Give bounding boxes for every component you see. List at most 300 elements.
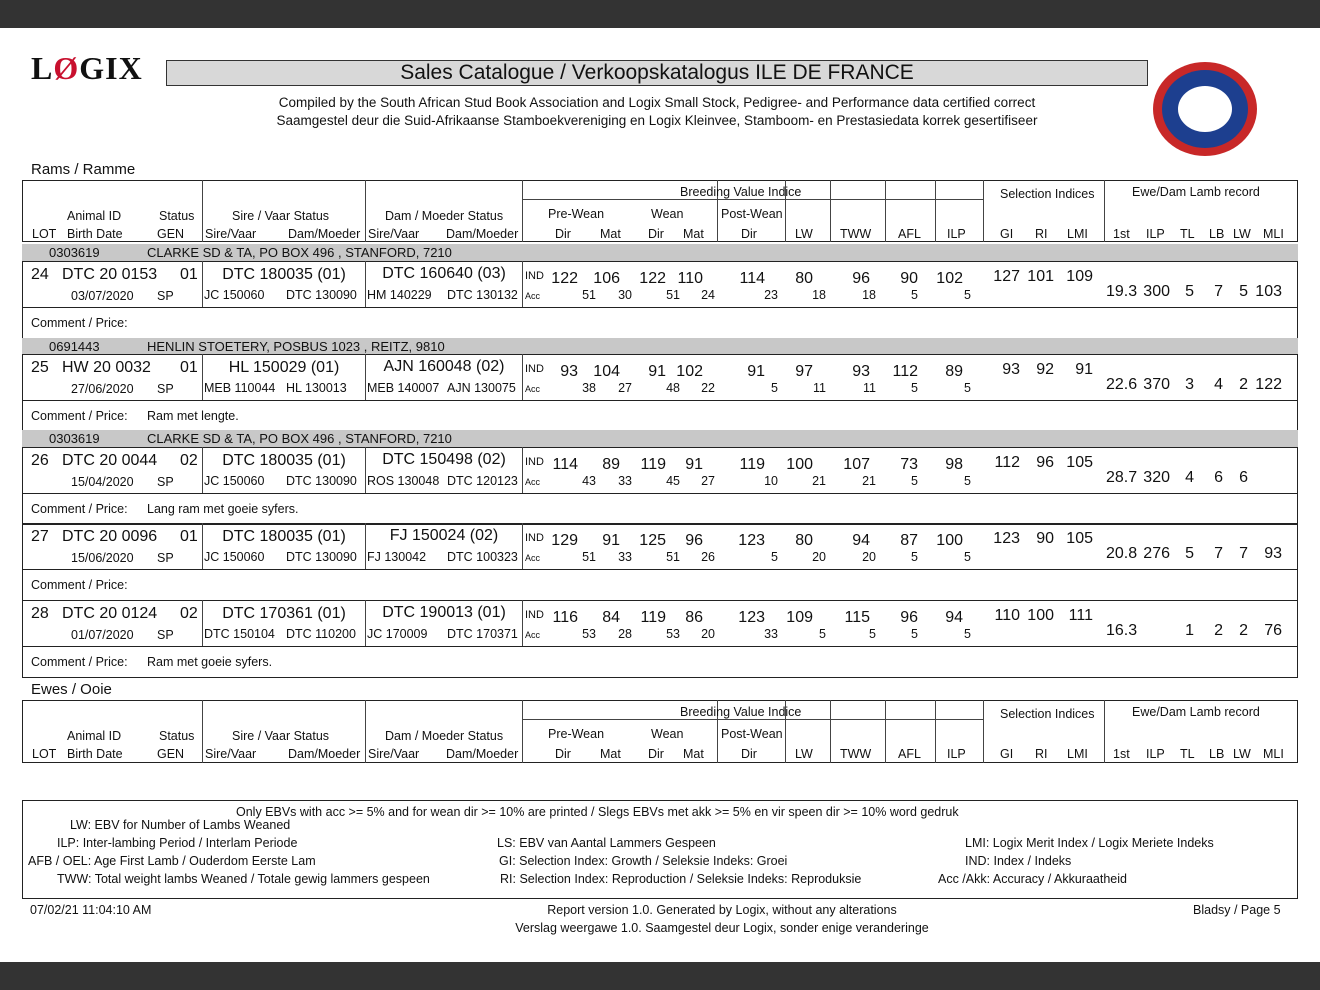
header-label-animal-id: Animal ID <box>67 209 122 223</box>
bottom-bar <box>0 962 1320 990</box>
header-label-dir: Dir <box>741 227 757 241</box>
footer-page: Bladsy / Page 5 <box>1193 903 1281 917</box>
ebv-post-acc: 5 <box>771 381 778 395</box>
ebv-tww-acc: 21 <box>862 474 876 488</box>
header-label-dir: Dir <box>648 747 664 761</box>
sire-sire: JC 150060 <box>204 474 265 488</box>
header-label-birth-date: Birth Date <box>67 227 123 241</box>
index-ri: 92 <box>1036 361 1054 378</box>
comment-row <box>22 569 1298 601</box>
column-divider <box>202 180 203 242</box>
dam-sire: MEB 140007 <box>367 381 440 395</box>
legend-ilp: ILP: Inter-lambing Period / Interlam Periode <box>57 836 298 850</box>
breeder-name: CLARKE SD & TA, PO BOX 496 , STANFORD, 7210 <box>147 431 452 446</box>
header-label-mat: Mat <box>683 747 704 761</box>
gen: SP <box>157 382 174 396</box>
ebv-post: 91 <box>747 363 765 380</box>
birth-date: 15/06/2020 <box>71 551 134 565</box>
ebv-pw-mat: 89 <box>602 456 620 473</box>
ebv-w-dir-acc: 48 <box>666 381 680 395</box>
header-label-dir: Dir <box>741 747 757 761</box>
ebv-w-mat-acc: 22 <box>701 381 715 395</box>
ewe-first: 28.7 <box>1106 469 1138 486</box>
ebv-w-mat: 96 <box>685 532 703 549</box>
legend-note: Only EBVs with acc >= 5% and for wean dir >= 10% are printed / Slegs EBVs met akk >= 5% en vir speen dir >= 10% word gedruk <box>236 805 959 819</box>
header-label-sire-vaar: Sire/Vaar <box>205 747 257 761</box>
gen: SP <box>157 551 174 565</box>
comment-text: Ram met lengte. <box>147 409 239 423</box>
animal-status: 01 <box>180 528 198 545</box>
header-label-lb: LB <box>1209 227 1225 241</box>
subtitle-af: Saamgestel deur die Suid-Afrikaanse Stamboekvereniging en Logix Kleinvee, Stamboom- en Prestasiedata korrek gesertifiseer <box>276 113 1038 128</box>
header-label-wean: Wean <box>651 207 684 221</box>
animal-status: 02 <box>180 605 198 622</box>
header-label-group-bv: Breeding Value Indice <box>680 705 802 719</box>
header-label-sire-vaar: Sire/Vaar <box>368 227 420 241</box>
ewe-ilp: 320 <box>1143 469 1170 486</box>
legend-acc: Acc /Akk: Accuracy / Akkuraatheid <box>938 872 1127 886</box>
ewe-lw: 2 <box>1239 622 1248 639</box>
ebv-tww-acc: 18 <box>862 288 876 302</box>
header-label-group-ewe: Ewe/Dam Lamb record <box>1132 705 1260 719</box>
header-label-lb: LB <box>1209 747 1225 761</box>
column-divider <box>522 700 523 763</box>
header-label-prewean: Pre-Wean <box>548 727 605 741</box>
ebv-lw: 100 <box>786 456 813 473</box>
ebv-afl-acc: 5 <box>911 474 918 488</box>
ebv-lw: 109 <box>786 609 813 626</box>
birth-date: 01/07/2020 <box>71 628 134 642</box>
header-label-gen: GEN <box>157 227 185 241</box>
ebv-ilp: 94 <box>945 609 963 626</box>
acc-label: Acc <box>525 291 541 301</box>
header-label-tl: TL <box>1180 227 1195 241</box>
header-label-afl: AFL <box>898 227 921 241</box>
ind-label: IND <box>525 532 544 544</box>
ebv-tww: 94 <box>852 532 870 549</box>
index-ri: 100 <box>1027 607 1054 624</box>
header-label-lw: LW <box>795 227 813 241</box>
legend-gi: GI: Selection Index: Growth / Seleksie Indeks: Groei <box>499 854 788 868</box>
header-label-lot: LOT <box>32 747 57 761</box>
ebv-pw-dir: 114 <box>552 456 578 473</box>
index-lmi: 105 <box>1066 454 1093 471</box>
header-label-sire-status: Sire / Vaar Status <box>232 209 330 223</box>
dam-dam: DTC 170371 <box>447 627 518 641</box>
ebv-pw-dir-acc: 51 <box>582 550 596 564</box>
ewe-ilp: 276 <box>1143 545 1170 562</box>
header-label-birth-date: Birth Date <box>67 747 123 761</box>
ebv-pw-dir-acc: 38 <box>582 381 596 395</box>
ebv-post-acc: 23 <box>764 288 778 302</box>
dam-sire: HM 140229 <box>367 288 432 302</box>
ebv-ilp-acc: 5 <box>964 288 971 302</box>
ewe-tl: 3 <box>1185 376 1194 393</box>
comment-label: Comment / Price: <box>31 409 128 423</box>
header-label-gi: GI <box>1000 227 1014 241</box>
sire-dam: DTC 130090 <box>286 288 357 302</box>
header-label-first: 1st <box>1113 747 1130 761</box>
page-title: Sales Catalogue / Verkoopskatalogus ILE DE FRANCE <box>166 60 1148 86</box>
ebv-lw: 97 <box>795 363 813 380</box>
ebv-tww-acc: 20 <box>862 550 876 564</box>
section-rams: Rams / Ramme <box>31 161 136 178</box>
lot-number: 26 <box>31 452 49 469</box>
sire-sire: JC 150060 <box>204 288 265 302</box>
header-label-postwean: Post-Wean <box>721 727 783 741</box>
ebv-post: 114 <box>739 270 765 287</box>
ewe-lw: 2 <box>1239 376 1248 393</box>
header-label-group-bv: Breeding Value Indice <box>680 185 802 199</box>
header-label-ri: RI <box>1035 227 1048 241</box>
ebv-w-dir: 122 <box>639 270 666 287</box>
header-label-dam-moeder: Dam/Moeder <box>446 227 519 241</box>
ewe-tl: 1 <box>1185 622 1194 639</box>
header-label-dam-moeder: Dam/Moeder <box>446 747 519 761</box>
column-divider <box>365 700 366 763</box>
acc-label: Acc <box>525 477 541 487</box>
ebv-post: 123 <box>738 609 765 626</box>
breeder-code: 0303619 <box>49 245 100 260</box>
animal-id: DTC 20 0096 <box>62 528 158 545</box>
header-label-sire-vaar: Sire/Vaar <box>368 747 420 761</box>
ebv-lw-acc: 11 <box>813 381 826 395</box>
ebv-w-dir: 125 <box>639 532 666 549</box>
ebv-w-dir-acc: 53 <box>666 627 680 641</box>
header-label-ilp: ILP <box>1146 227 1165 241</box>
lot-number: 25 <box>31 359 49 376</box>
index-lmi: 105 <box>1066 530 1093 547</box>
ebv-post-acc: 10 <box>764 474 778 488</box>
ewe-lb: 7 <box>1214 283 1223 300</box>
ebv-tww-acc: 5 <box>869 627 876 641</box>
ebv-w-mat: 110 <box>677 270 703 287</box>
sire-dam: HL 130013 <box>286 381 347 395</box>
header-label-ilp: ILP <box>947 747 966 761</box>
sire-sire: JC 150060 <box>204 550 265 564</box>
legend-afb: AFB / OEL: Age First Lamb / Ouderdom Eerste Lam <box>28 854 316 868</box>
dam-dam: AJN 130075 <box>447 381 516 395</box>
ebv-lw: 80 <box>795 532 813 549</box>
header-label-mli: MLI <box>1263 747 1284 761</box>
ewe-tl: 4 <box>1185 469 1194 486</box>
index-ri: 101 <box>1027 268 1054 285</box>
lot-number: 24 <box>31 266 49 283</box>
header-label-afl: AFL <box>898 747 921 761</box>
dam-dam: DTC 120123 <box>447 474 518 488</box>
index-gi: 93 <box>1002 361 1020 378</box>
legend-lmi: LMI: Logix Merit Index / Logix Meriete Indeks <box>965 836 1214 850</box>
ebv-afl: 96 <box>900 609 918 626</box>
ebv-tww: 115 <box>844 609 870 626</box>
footer-report-en: Report version 1.0. Generated by Logix, without any alterations <box>547 903 897 917</box>
dam-id: AJN 160048 (02) <box>383 358 505 375</box>
header-label-lmi: LMI <box>1067 227 1088 241</box>
header-label-animal-id: Animal ID <box>67 729 122 743</box>
ewe-tl: 5 <box>1185 283 1194 300</box>
column-divider <box>202 700 203 763</box>
ebv-w-mat-acc: 20 <box>701 627 715 641</box>
column-divider <box>522 180 523 242</box>
ind-label: IND <box>525 270 544 282</box>
comment-text: Lang ram met goeie syfers. <box>147 502 299 516</box>
ebv-afl-acc: 5 <box>911 288 918 302</box>
comment-row <box>22 307 1298 339</box>
ebv-post-acc: 5 <box>771 550 778 564</box>
acc-label: Acc <box>525 553 541 563</box>
ebv-w-mat-acc: 26 <box>701 550 715 564</box>
ebv-tww: 93 <box>852 363 870 380</box>
column-divider <box>522 523 523 570</box>
ebv-afl: 90 <box>900 270 918 287</box>
birth-date: 15/04/2020 <box>71 475 134 489</box>
ewe-lw: 5 <box>1239 283 1248 300</box>
legend-lw: LW: EBV for Number of Lambs Weaned <box>70 818 291 832</box>
dam-dam: DTC 100323 <box>447 550 518 564</box>
column-divider <box>885 180 886 242</box>
index-lmi: 109 <box>1066 268 1093 285</box>
ewe-ilp: 300 <box>1143 283 1170 300</box>
ebv-pw-dir: 129 <box>551 532 578 549</box>
index-gi: 123 <box>993 530 1020 547</box>
ebv-w-dir-acc: 51 <box>666 288 680 302</box>
header-label-dam-moeder: Dam/Moeder <box>288 747 361 761</box>
column-divider <box>522 354 523 401</box>
animal-id: HW 20 0032 <box>62 359 151 376</box>
comment-text: Ram met goeie syfers. <box>147 655 273 669</box>
sire-id: DTC 180035 (01) <box>222 452 346 469</box>
ebv-w-dir-acc: 45 <box>666 474 680 488</box>
ebv-ilp-acc: 5 <box>964 550 971 564</box>
index-ri: 90 <box>1036 530 1054 547</box>
animal-id: DTC 20 0044 <box>62 452 158 469</box>
column-divider <box>522 447 523 494</box>
header-label-group-si: Selection Indices <box>1000 707 1095 721</box>
sire-sire: MEB 110044 <box>204 381 276 395</box>
ebv-ilp-acc: 5 <box>964 381 971 395</box>
header-label-tww: TWW <box>840 747 872 761</box>
header-divider <box>522 199 983 200</box>
index-gi: 110 <box>994 607 1020 624</box>
ebv-w-mat: 91 <box>685 456 703 473</box>
ebv-post-acc: 33 <box>764 627 778 641</box>
ebv-ilp: 98 <box>945 456 963 473</box>
ebv-pw-mat-acc: 33 <box>618 550 632 564</box>
dam-sire: ROS 130048 <box>367 474 440 488</box>
ebv-pw-dir-acc: 53 <box>582 627 596 641</box>
header-label-lw: LW <box>1233 227 1251 241</box>
ebv-tww-acc: 11 <box>863 381 876 395</box>
breeder-code: 0691443 <box>49 339 100 354</box>
dam-id: DTC 150498 (02) <box>382 451 506 468</box>
ind-label: IND <box>525 363 544 375</box>
breeder-name: HENLIN STOETERY, POSBUS 1023 , REITZ, 9810 <box>147 339 445 354</box>
sire-id: DTC 180035 (01) <box>222 528 346 545</box>
ile-de-france-seal <box>1153 62 1257 156</box>
subtitle-en: Compiled by the South African Stud Book Association and Logix Small Stock, Pedigree- and Performance data certified correct <box>278 95 1036 110</box>
column-divider <box>365 180 366 242</box>
header-label-mat: Mat <box>600 227 621 241</box>
birth-date: 27/06/2020 <box>71 382 134 396</box>
ebv-w-dir: 119 <box>640 609 666 626</box>
ind-label: IND <box>525 609 544 621</box>
comment-label: Comment / Price: <box>31 316 128 330</box>
ebv-ilp: 102 <box>936 270 963 287</box>
sire-sire: DTC 150104 <box>204 627 275 641</box>
ebv-pw-mat: 91 <box>602 532 620 549</box>
sire-id: DTC 180035 (01) <box>222 266 346 283</box>
legend-ls: LS: EBV van Aantal Lammers Gespeen <box>497 836 716 850</box>
dam-id: FJ 150024 (02) <box>389 527 499 544</box>
breeder-code: 0303619 <box>49 431 100 446</box>
sire-dam: DTC 130090 <box>286 474 357 488</box>
header-label-dir: Dir <box>555 227 571 241</box>
column-divider <box>983 180 984 242</box>
animal-status: 01 <box>180 266 198 283</box>
comment-label: Comment / Price: <box>31 502 128 516</box>
header-label-lot: LOT <box>32 227 57 241</box>
ebv-ilp-acc: 5 <box>964 627 971 641</box>
header-label-status: Status <box>159 209 195 223</box>
header-label-gen: GEN <box>157 747 185 761</box>
header-label-ri: RI <box>1035 747 1048 761</box>
column-divider <box>983 700 984 763</box>
header-label-dam-status: Dam / Moeder Status <box>385 729 504 743</box>
ebv-w-dir: 119 <box>640 456 666 473</box>
ewe-first: 16.3 <box>1106 622 1138 639</box>
ebv-lw-acc: 21 <box>812 474 826 488</box>
ebv-w-mat: 86 <box>685 609 703 626</box>
dam-dam: DTC 130132 <box>447 288 518 302</box>
dam-sire: FJ 130042 <box>367 550 427 564</box>
column-divider <box>935 180 936 242</box>
section-ewes: Ewes / Ooie <box>31 681 112 698</box>
header-label-first: 1st <box>1113 227 1130 241</box>
ebv-pw-mat-acc: 27 <box>618 381 632 395</box>
ebv-w-dir: 91 <box>648 363 666 380</box>
header-divider <box>522 719 983 720</box>
ebv-w-mat: 102 <box>676 363 703 380</box>
acc-label: Acc <box>525 630 541 640</box>
header-label-lw: LW <box>1233 747 1251 761</box>
column-divider <box>935 700 936 763</box>
ebv-afl-acc: 5 <box>911 550 918 564</box>
column-divider <box>1104 700 1105 763</box>
ind-label: IND <box>525 456 544 468</box>
ebv-tww: 96 <box>852 270 870 287</box>
ebv-tww: 107 <box>843 456 870 473</box>
ebv-afl: 87 <box>900 532 918 549</box>
ebv-pw-dir-acc: 43 <box>582 474 596 488</box>
index-lmi: 91 <box>1075 361 1093 378</box>
ewe-lw: 7 <box>1239 545 1248 562</box>
ebv-lw-acc: 5 <box>819 627 826 641</box>
index-gi: 112 <box>994 454 1020 471</box>
header-label-sire-status: Sire / Vaar Status <box>232 729 330 743</box>
header-label-gi: GI <box>1000 747 1014 761</box>
acc-label: Acc <box>525 384 541 394</box>
animal-id: DTC 20 0124 <box>62 605 158 622</box>
header-label-ilp: ILP <box>947 227 966 241</box>
header-label-tl: TL <box>1180 747 1195 761</box>
header-label-lw: LW <box>795 747 813 761</box>
header-label-postwean: Post-Wean <box>721 207 783 221</box>
ewe-mli: 76 <box>1264 622 1282 639</box>
header-label-mli: MLI <box>1263 227 1284 241</box>
sire-id: DTC 170361 (01) <box>222 605 346 622</box>
ebv-post: 119 <box>739 456 765 473</box>
dam-id: DTC 190013 (01) <box>382 604 506 621</box>
header-label-dam-moeder: Dam/Moeder <box>288 227 361 241</box>
gen: SP <box>157 289 174 303</box>
ewe-first: 19.3 <box>1106 283 1138 300</box>
ebv-pw-mat: 104 <box>593 363 620 380</box>
animal-status: 01 <box>180 359 198 376</box>
ebv-pw-dir: 122 <box>551 270 578 287</box>
column-divider <box>522 600 523 647</box>
header-label-status: Status <box>159 729 195 743</box>
legend-tww: TWW: Total weight lambs Weaned / Totale gewig lammers gespeen <box>57 872 430 886</box>
dam-id: DTC 160640 (03) <box>382 265 506 282</box>
header-label-mat: Mat <box>683 227 704 241</box>
header-label-lmi: LMI <box>1067 747 1088 761</box>
logix-logo: LØGIX <box>31 50 143 86</box>
header-label-prewean: Pre-Wean <box>548 207 605 221</box>
column-divider <box>830 700 831 763</box>
header-label-wean: Wean <box>651 727 684 741</box>
ebv-pw-mat-acc: 30 <box>618 288 632 302</box>
index-gi: 127 <box>993 268 1020 285</box>
index-lmi: 111 <box>1068 607 1093 624</box>
ebv-pw-mat: 84 <box>602 609 620 626</box>
breeder-band <box>22 244 1298 261</box>
ebv-afl-acc: 5 <box>911 627 918 641</box>
breeder-name: CLARKE SD & TA, PO BOX 496 , STANFORD, 7210 <box>147 245 452 260</box>
ebv-pw-dir: 93 <box>560 363 578 380</box>
ewe-lb: 2 <box>1214 622 1223 639</box>
ebv-pw-mat-acc: 28 <box>618 627 632 641</box>
legend-ri: RI: Selection Index: Reproduction / Seleksie Indeks: Reproduksie <box>500 872 862 886</box>
ebv-lw: 80 <box>795 270 813 287</box>
ebv-afl: 73 <box>900 456 918 473</box>
top-bar <box>0 0 1320 28</box>
header-label-mat: Mat <box>600 747 621 761</box>
birth-date: 03/07/2020 <box>71 289 134 303</box>
header-label-dam-status: Dam / Moeder Status <box>385 209 504 223</box>
legend-ind: IND: Index / Indeks <box>965 854 1072 868</box>
lot-number: 28 <box>31 605 49 622</box>
ebv-w-mat-acc: 27 <box>701 474 715 488</box>
header-label-group-si: Selection Indices <box>1000 187 1095 201</box>
ebv-pw-dir-acc: 51 <box>582 288 596 302</box>
animal-status: 02 <box>180 452 198 469</box>
dam-sire: JC 170009 <box>367 627 428 641</box>
gen: SP <box>157 475 174 489</box>
ebv-lw-acc: 20 <box>812 550 826 564</box>
ewe-lb: 4 <box>1214 376 1223 393</box>
animal-id: DTC 20 0153 <box>62 266 158 283</box>
column-divider <box>522 261 523 308</box>
ebv-afl: 112 <box>892 363 918 380</box>
ewe-mli: 103 <box>1255 283 1282 300</box>
footer-datetime: 07/02/21 11:04:10 AM <box>30 903 152 917</box>
legend-box <box>22 800 1298 899</box>
ebv-pw-dir: 116 <box>552 609 578 626</box>
header-label-sire-vaar: Sire/Vaar <box>205 227 257 241</box>
ewe-first: 20.8 <box>1106 545 1138 562</box>
breeder-band <box>22 430 1298 447</box>
ebv-w-dir-acc: 51 <box>666 550 680 564</box>
